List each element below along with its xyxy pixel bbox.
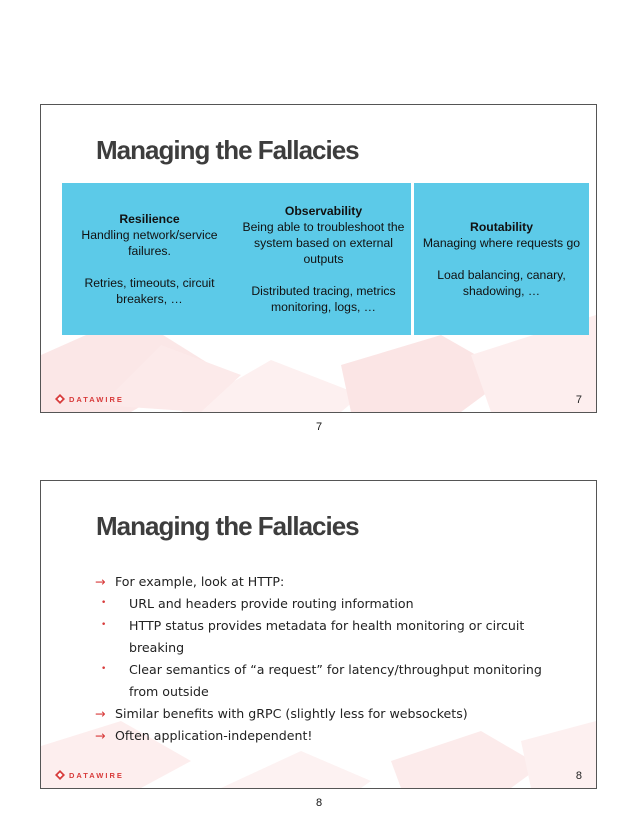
right-arrow-icon: → <box>95 728 106 743</box>
bullet-dot-icon: • <box>101 664 107 674</box>
slide-title: Managing the Fallacies <box>96 511 359 541</box>
box-examples: Retries, timeouts, circuit breakers, … <box>84 276 215 306</box>
list-item <box>95 725 575 747</box>
box-heading: Resilience <box>119 212 180 226</box>
bullet-text: Similar benefits with gRPC (slightly less for websockets) <box>115 706 468 721</box>
routability-box <box>414 183 589 335</box>
resilience-box <box>62 183 237 335</box>
bullet-text: Often application-independent! <box>115 728 313 743</box>
list-item <box>95 571 575 593</box>
brand-name: DATAWIRE <box>69 770 124 780</box>
slide-title: Managing the Fallacies <box>96 135 359 165</box>
box-heading: Observability <box>284 204 363 218</box>
list-item <box>101 659 575 703</box>
slide-number: 7 <box>575 394 582 406</box>
right-arrow-icon: → <box>95 574 106 589</box>
bullet-list <box>95 571 575 747</box>
slide-7 <box>40 104 597 413</box>
box-examples: Distributed tracing, metrics monitoring, logs, … <box>251 284 396 314</box>
datawire-logo-icon <box>55 394 65 404</box>
slide-8 <box>40 480 597 789</box>
list-item <box>101 593 575 615</box>
brand <box>55 770 124 780</box>
brand <box>55 394 124 404</box>
bullet-text: URL and headers provide routing information <box>129 596 414 611</box>
bullet-dot-icon: • <box>101 598 107 608</box>
bullet-text: Clear semantics of “a request” for latency/throughput monitoring from outside <box>129 662 542 699</box>
right-arrow-icon: → <box>95 706 106 721</box>
observability-box <box>236 183 411 335</box>
box-heading: Routability <box>470 220 533 234</box>
list-item <box>95 703 575 725</box>
list-item <box>101 615 575 659</box>
bullet-text: For example, look at HTTP: <box>115 574 285 589</box>
bullet-dot-icon: • <box>101 620 107 630</box>
brand-name: DATAWIRE <box>69 394 124 404</box>
box-description: Being able to troubleshoot the system based on external outputs <box>242 220 405 266</box>
box-description: Handling network/service failures. <box>81 228 218 258</box>
slide-number: 8 <box>575 770 582 782</box>
page-number: 8 <box>315 797 323 809</box>
datawire-logo-icon <box>55 770 65 780</box>
bullet-text: HTTP status provides metadata for health monitoring or circuit breaking <box>129 618 525 655</box>
box-description: Managing where requests go <box>422 236 581 250</box>
page-number: 7 <box>315 421 323 433</box>
box-examples: Load balancing, canary, shadowing, … <box>437 268 566 298</box>
